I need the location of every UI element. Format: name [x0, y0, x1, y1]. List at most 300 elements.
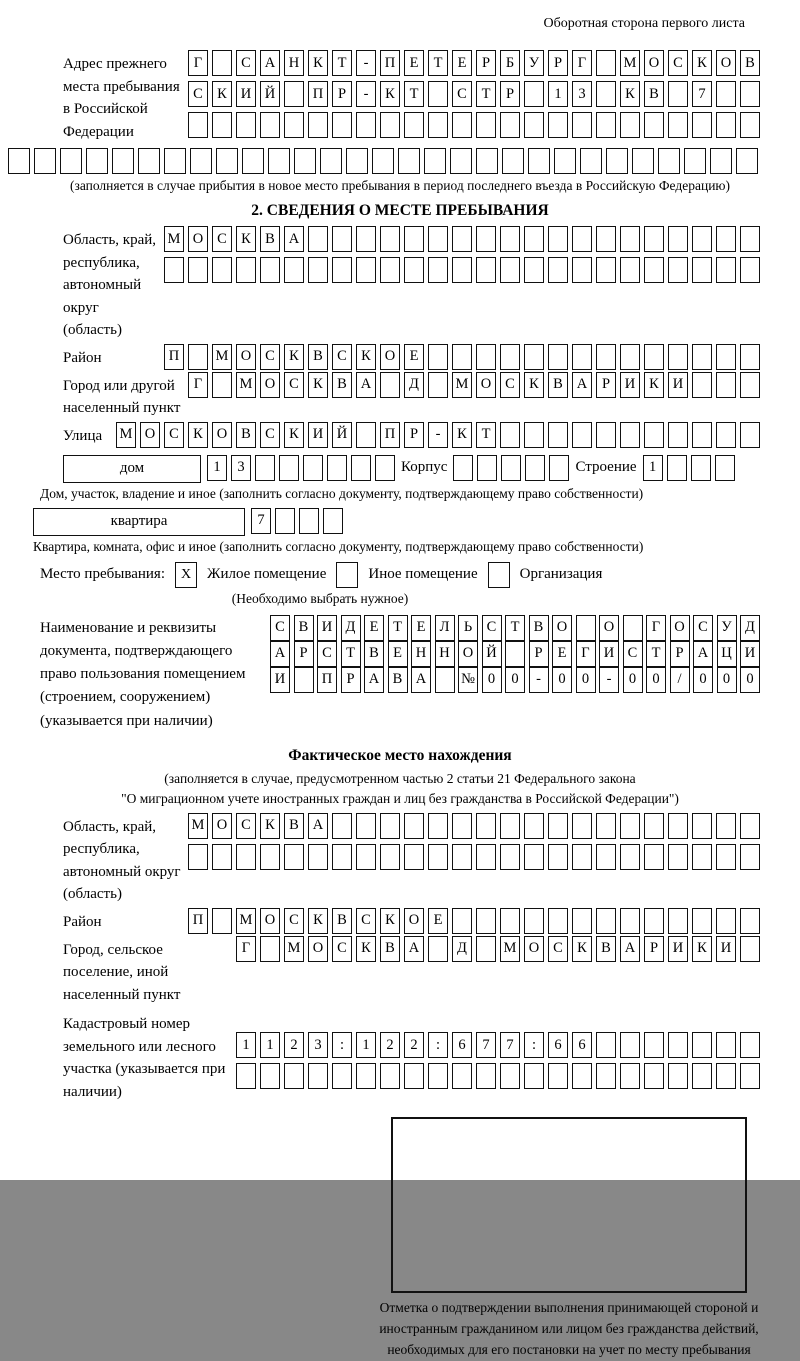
char-box[interactable] — [404, 226, 424, 252]
char-box[interactable]: Т — [388, 615, 408, 641]
char-box[interactable]: В — [236, 422, 256, 448]
char-box[interactable] — [500, 908, 520, 934]
char-box[interactable] — [549, 455, 569, 481]
char-box[interactable] — [380, 226, 400, 252]
char-box[interactable] — [620, 112, 640, 138]
char-box[interactable]: В — [644, 81, 664, 107]
char-box[interactable] — [668, 422, 688, 448]
char-box[interactable] — [740, 344, 760, 370]
char-box[interactable] — [476, 936, 496, 962]
char-box[interactable] — [716, 1032, 736, 1058]
char-box[interactable] — [332, 112, 352, 138]
char-box[interactable]: О — [458, 641, 478, 667]
char-box[interactable] — [554, 148, 576, 174]
char-box[interactable]: С — [356, 908, 376, 934]
char-box[interactable] — [212, 50, 232, 76]
char-box[interactable]: Д — [452, 936, 472, 962]
char-box[interactable]: Н — [435, 641, 455, 667]
char-box[interactable]: Й — [332, 422, 352, 448]
char-box[interactable] — [740, 372, 760, 398]
char-box[interactable] — [740, 422, 760, 448]
char-box[interactable] — [716, 813, 736, 839]
char-box[interactable]: Т — [476, 422, 496, 448]
char-box[interactable] — [692, 344, 712, 370]
char-box[interactable] — [644, 344, 664, 370]
char-box[interactable] — [398, 148, 420, 174]
char-box[interactable] — [356, 1063, 376, 1089]
char-box[interactable] — [572, 813, 592, 839]
char-box[interactable]: Р — [332, 81, 352, 107]
char-box[interactable]: 2 — [284, 1032, 304, 1058]
char-box[interactable]: 0 — [740, 667, 760, 693]
char-box[interactable]: А — [270, 641, 290, 667]
char-box[interactable] — [212, 908, 232, 934]
char-box[interactable]: Р — [341, 667, 361, 693]
char-box[interactable]: Д — [740, 615, 760, 641]
char-box[interactable]: К — [380, 908, 400, 934]
char-box[interactable]: М — [116, 422, 136, 448]
char-box[interactable] — [716, 1063, 736, 1089]
char-box[interactable]: И — [599, 641, 619, 667]
char-box[interactable] — [356, 112, 376, 138]
char-box[interactable] — [606, 148, 628, 174]
char-box[interactable]: В — [332, 908, 352, 934]
char-box[interactable] — [668, 226, 688, 252]
char-box[interactable]: Н — [284, 50, 304, 76]
char-box[interactable]: С — [260, 344, 280, 370]
char-box[interactable] — [692, 908, 712, 934]
char-box[interactable]: П — [380, 50, 400, 76]
char-box[interactable]: К — [260, 813, 280, 839]
char-box[interactable] — [501, 455, 521, 481]
char-box[interactable]: Ь — [458, 615, 478, 641]
char-box[interactable] — [476, 908, 496, 934]
char-box[interactable]: К — [308, 50, 328, 76]
char-box[interactable]: В — [260, 226, 280, 252]
char-box[interactable] — [260, 1063, 280, 1089]
char-box[interactable]: П — [317, 667, 337, 693]
char-box[interactable]: 7 — [692, 81, 712, 107]
char-box[interactable] — [212, 844, 232, 870]
char-box[interactable]: О — [260, 908, 280, 934]
char-box[interactable]: С — [482, 615, 502, 641]
char-box[interactable] — [327, 455, 347, 481]
char-box[interactable] — [299, 508, 319, 534]
char-box[interactable]: Е — [388, 641, 408, 667]
char-box[interactable] — [692, 257, 712, 283]
char-box[interactable]: К — [692, 50, 712, 76]
char-box[interactable]: П — [188, 908, 208, 934]
char-box[interactable]: : — [428, 1032, 448, 1058]
char-box[interactable] — [505, 641, 525, 667]
char-box[interactable]: К — [356, 936, 376, 962]
char-box[interactable]: 3 — [231, 455, 251, 481]
char-box[interactable]: В — [740, 50, 760, 76]
char-box[interactable] — [620, 844, 640, 870]
char-box[interactable]: С — [317, 641, 337, 667]
char-box[interactable] — [596, 81, 616, 107]
char-box[interactable] — [428, 1063, 448, 1089]
char-box[interactable] — [346, 148, 368, 174]
char-box[interactable]: В — [284, 813, 304, 839]
char-box[interactable] — [452, 344, 472, 370]
char-box[interactable]: А — [693, 641, 713, 667]
char-box[interactable] — [476, 112, 496, 138]
char-box[interactable]: М — [284, 936, 304, 962]
char-box[interactable]: 3 — [308, 1032, 328, 1058]
char-box[interactable]: И — [317, 615, 337, 641]
char-box[interactable]: О — [524, 936, 544, 962]
char-box[interactable]: И — [716, 936, 736, 962]
char-box[interactable] — [596, 257, 616, 283]
char-box[interactable]: 0 — [623, 667, 643, 693]
char-box[interactable] — [268, 148, 290, 174]
char-box[interactable] — [548, 112, 568, 138]
char-box[interactable]: Р — [294, 641, 314, 667]
char-box[interactable]: И — [620, 372, 640, 398]
char-box[interactable] — [404, 813, 424, 839]
char-box[interactable]: Д — [404, 372, 424, 398]
checkbox-other-premises[interactable] — [336, 562, 358, 588]
char-box[interactable]: И — [668, 372, 688, 398]
char-box[interactable] — [623, 615, 643, 641]
char-box[interactable]: Р — [548, 50, 568, 76]
char-box[interactable] — [620, 813, 640, 839]
char-box[interactable] — [380, 372, 400, 398]
char-box[interactable]: 1 — [548, 81, 568, 107]
char-box[interactable] — [620, 1032, 640, 1058]
char-box[interactable] — [596, 226, 616, 252]
char-box[interactable] — [212, 112, 232, 138]
char-box[interactable]: С — [236, 50, 256, 76]
char-box[interactable] — [740, 1063, 760, 1089]
char-box[interactable]: 2 — [404, 1032, 424, 1058]
char-box[interactable] — [580, 148, 602, 174]
char-box[interactable] — [284, 844, 304, 870]
char-box[interactable]: О — [644, 50, 664, 76]
char-box[interactable]: 1 — [236, 1032, 256, 1058]
char-box[interactable] — [736, 148, 758, 174]
char-box[interactable] — [576, 615, 596, 641]
char-box[interactable]: Р — [476, 50, 496, 76]
char-box[interactable] — [332, 813, 352, 839]
char-box[interactable] — [644, 1032, 664, 1058]
char-box[interactable]: К — [692, 936, 712, 962]
char-box[interactable] — [716, 422, 736, 448]
char-box[interactable]: И — [308, 422, 328, 448]
char-box[interactable] — [632, 148, 654, 174]
char-box[interactable] — [477, 455, 497, 481]
char-box[interactable] — [284, 81, 304, 107]
char-box[interactable]: - — [599, 667, 619, 693]
char-box[interactable]: № — [458, 667, 478, 693]
char-box[interactable] — [715, 455, 735, 481]
char-box[interactable] — [500, 422, 520, 448]
char-box[interactable]: К — [524, 372, 544, 398]
char-box[interactable]: Е — [552, 641, 572, 667]
char-box[interactable] — [524, 1063, 544, 1089]
char-box[interactable] — [524, 813, 544, 839]
char-box[interactable]: Е — [404, 50, 424, 76]
char-box[interactable] — [236, 257, 256, 283]
char-box[interactable]: С — [236, 813, 256, 839]
char-box[interactable] — [668, 908, 688, 934]
char-box[interactable]: О — [670, 615, 690, 641]
char-box[interactable] — [740, 1032, 760, 1058]
char-box[interactable] — [260, 936, 280, 962]
char-box[interactable]: В — [332, 372, 352, 398]
char-box[interactable] — [323, 508, 343, 534]
char-box[interactable] — [428, 344, 448, 370]
char-box[interactable]: С — [284, 372, 304, 398]
char-box[interactable] — [716, 372, 736, 398]
char-box[interactable] — [596, 813, 616, 839]
char-box[interactable]: О — [188, 226, 208, 252]
char-box[interactable] — [332, 226, 352, 252]
char-box[interactable] — [548, 908, 568, 934]
char-box[interactable] — [668, 1063, 688, 1089]
char-box[interactable]: О — [404, 908, 424, 934]
char-box[interactable] — [428, 112, 448, 138]
char-box[interactable] — [620, 226, 640, 252]
char-box[interactable] — [500, 344, 520, 370]
char-box[interactable]: Т — [476, 81, 496, 107]
char-box[interactable] — [524, 112, 544, 138]
char-box[interactable] — [428, 81, 448, 107]
char-box[interactable]: И — [740, 641, 760, 667]
char-box[interactable]: А — [284, 226, 304, 252]
char-box[interactable]: В — [596, 936, 616, 962]
char-box[interactable]: 0 — [552, 667, 572, 693]
char-box[interactable] — [308, 844, 328, 870]
char-box[interactable]: К — [284, 344, 304, 370]
char-box[interactable] — [668, 1032, 688, 1058]
char-box[interactable]: 3 — [572, 81, 592, 107]
char-box[interactable] — [380, 844, 400, 870]
char-box[interactable]: В — [380, 936, 400, 962]
char-box[interactable] — [500, 257, 520, 283]
char-box[interactable] — [620, 908, 640, 934]
char-box[interactable] — [596, 422, 616, 448]
char-box[interactable] — [740, 112, 760, 138]
char-box[interactable] — [644, 226, 664, 252]
char-box[interactable]: К — [284, 422, 304, 448]
char-box[interactable] — [404, 112, 424, 138]
char-box[interactable]: О — [212, 813, 232, 839]
char-box[interactable]: К — [620, 81, 640, 107]
char-box[interactable]: К — [644, 372, 664, 398]
char-box[interactable]: - — [529, 667, 549, 693]
char-box[interactable] — [548, 226, 568, 252]
char-box[interactable] — [668, 844, 688, 870]
char-box[interactable]: Е — [364, 615, 384, 641]
char-box[interactable]: И — [668, 936, 688, 962]
char-box[interactable] — [548, 422, 568, 448]
char-box[interactable] — [452, 226, 472, 252]
char-box[interactable] — [424, 148, 446, 174]
char-box[interactable] — [500, 226, 520, 252]
char-box[interactable] — [524, 908, 544, 934]
char-box[interactable]: О — [212, 422, 232, 448]
char-box[interactable] — [275, 508, 295, 534]
char-box[interactable] — [332, 844, 352, 870]
char-box[interactable] — [596, 344, 616, 370]
char-box[interactable]: - — [428, 422, 448, 448]
char-box[interactable]: О — [236, 344, 256, 370]
char-box[interactable] — [524, 422, 544, 448]
char-box[interactable]: Б — [500, 50, 520, 76]
char-box[interactable]: 0 — [693, 667, 713, 693]
char-box[interactable] — [476, 813, 496, 839]
char-box[interactable] — [692, 1032, 712, 1058]
char-box[interactable] — [740, 81, 760, 107]
char-box[interactable]: К — [452, 422, 472, 448]
char-box[interactable]: И — [270, 667, 290, 693]
char-box[interactable] — [692, 813, 712, 839]
char-box[interactable] — [332, 1063, 352, 1089]
char-box[interactable]: П — [380, 422, 400, 448]
char-box[interactable] — [644, 908, 664, 934]
char-box[interactable]: 7 — [251, 508, 271, 534]
char-box[interactable] — [452, 813, 472, 839]
checkbox-residential-premises[interactable]: X — [175, 562, 197, 588]
char-box[interactable] — [502, 148, 524, 174]
char-box[interactable] — [668, 257, 688, 283]
char-box[interactable]: К — [212, 81, 232, 107]
char-box[interactable] — [476, 844, 496, 870]
char-box[interactable] — [572, 844, 592, 870]
char-box[interactable] — [667, 455, 687, 481]
char-box[interactable]: С — [623, 641, 643, 667]
char-box[interactable]: 1 — [260, 1032, 280, 1058]
char-box[interactable] — [308, 112, 328, 138]
char-box[interactable] — [525, 455, 545, 481]
char-box[interactable] — [380, 813, 400, 839]
char-box[interactable]: - — [356, 81, 376, 107]
char-box[interactable]: С — [212, 226, 232, 252]
char-box[interactable] — [596, 1032, 616, 1058]
char-box[interactable] — [404, 257, 424, 283]
char-box[interactable]: 6 — [548, 1032, 568, 1058]
char-box[interactable] — [596, 1063, 616, 1089]
char-box[interactable]: Т — [341, 641, 361, 667]
char-box[interactable]: О — [380, 344, 400, 370]
char-box[interactable]: О — [260, 372, 280, 398]
char-box[interactable]: С — [500, 372, 520, 398]
char-box[interactable] — [242, 148, 264, 174]
char-box[interactable] — [572, 422, 592, 448]
char-box[interactable] — [596, 844, 616, 870]
char-box[interactable]: 0 — [646, 667, 666, 693]
char-box[interactable] — [740, 844, 760, 870]
char-box[interactable] — [294, 148, 316, 174]
char-box[interactable]: 0 — [717, 667, 737, 693]
char-box[interactable] — [452, 112, 472, 138]
char-box[interactable]: О — [308, 936, 328, 962]
char-box[interactable] — [572, 908, 592, 934]
char-box[interactable]: 6 — [452, 1032, 472, 1058]
char-box[interactable] — [596, 908, 616, 934]
char-box[interactable] — [452, 844, 472, 870]
char-box[interactable] — [500, 112, 520, 138]
char-box[interactable]: У — [717, 615, 737, 641]
char-box[interactable] — [692, 372, 712, 398]
char-box[interactable]: : — [332, 1032, 352, 1058]
char-box[interactable]: О — [552, 615, 572, 641]
char-box[interactable] — [658, 148, 680, 174]
char-box[interactable] — [212, 372, 232, 398]
char-box[interactable]: Т — [505, 615, 525, 641]
char-box[interactable] — [548, 1063, 568, 1089]
char-box[interactable]: 2 — [380, 1032, 400, 1058]
char-box[interactable]: Й — [260, 81, 280, 107]
char-box[interactable] — [528, 148, 550, 174]
char-box[interactable] — [644, 844, 664, 870]
char-box[interactable] — [428, 372, 448, 398]
char-box[interactable] — [596, 112, 616, 138]
char-box[interactable]: В — [529, 615, 549, 641]
char-box[interactable] — [524, 844, 544, 870]
char-box[interactable] — [236, 1063, 256, 1089]
char-box[interactable] — [236, 112, 256, 138]
char-box[interactable]: С — [260, 422, 280, 448]
char-box[interactable] — [320, 148, 342, 174]
char-box[interactable] — [404, 844, 424, 870]
char-box[interactable]: М — [212, 344, 232, 370]
char-box[interactable] — [476, 148, 498, 174]
char-box[interactable] — [691, 455, 711, 481]
char-box[interactable] — [380, 257, 400, 283]
char-box[interactable] — [716, 226, 736, 252]
char-box[interactable]: О — [140, 422, 160, 448]
char-box[interactable] — [644, 813, 664, 839]
char-box[interactable]: М — [188, 813, 208, 839]
char-box[interactable] — [572, 257, 592, 283]
char-box[interactable]: К — [236, 226, 256, 252]
char-box[interactable] — [500, 844, 520, 870]
char-box[interactable]: 0 — [576, 667, 596, 693]
char-box[interactable]: Т — [404, 81, 424, 107]
char-box[interactable] — [476, 257, 496, 283]
char-box[interactable] — [548, 813, 568, 839]
char-box[interactable]: И — [236, 81, 256, 107]
char-box[interactable] — [692, 112, 712, 138]
char-box[interactable] — [500, 813, 520, 839]
char-box[interactable]: Е — [428, 908, 448, 934]
char-box[interactable]: Е — [452, 50, 472, 76]
char-box[interactable] — [164, 148, 186, 174]
char-box[interactable]: Т — [428, 50, 448, 76]
char-box[interactable]: В — [548, 372, 568, 398]
char-box[interactable] — [308, 257, 328, 283]
char-box[interactable] — [236, 844, 256, 870]
char-box[interactable] — [740, 908, 760, 934]
char-box[interactable] — [188, 112, 208, 138]
char-box[interactable]: М — [452, 372, 472, 398]
char-box[interactable]: А — [260, 50, 280, 76]
char-box[interactable]: - — [356, 50, 376, 76]
char-box[interactable] — [524, 344, 544, 370]
char-box[interactable] — [8, 148, 30, 174]
char-box[interactable] — [356, 422, 376, 448]
char-box[interactable] — [404, 1063, 424, 1089]
char-box[interactable] — [716, 844, 736, 870]
char-box[interactable] — [356, 844, 376, 870]
char-box[interactable] — [372, 148, 394, 174]
char-box[interactable]: С — [270, 615, 290, 641]
char-box[interactable] — [428, 936, 448, 962]
char-box[interactable] — [620, 344, 640, 370]
